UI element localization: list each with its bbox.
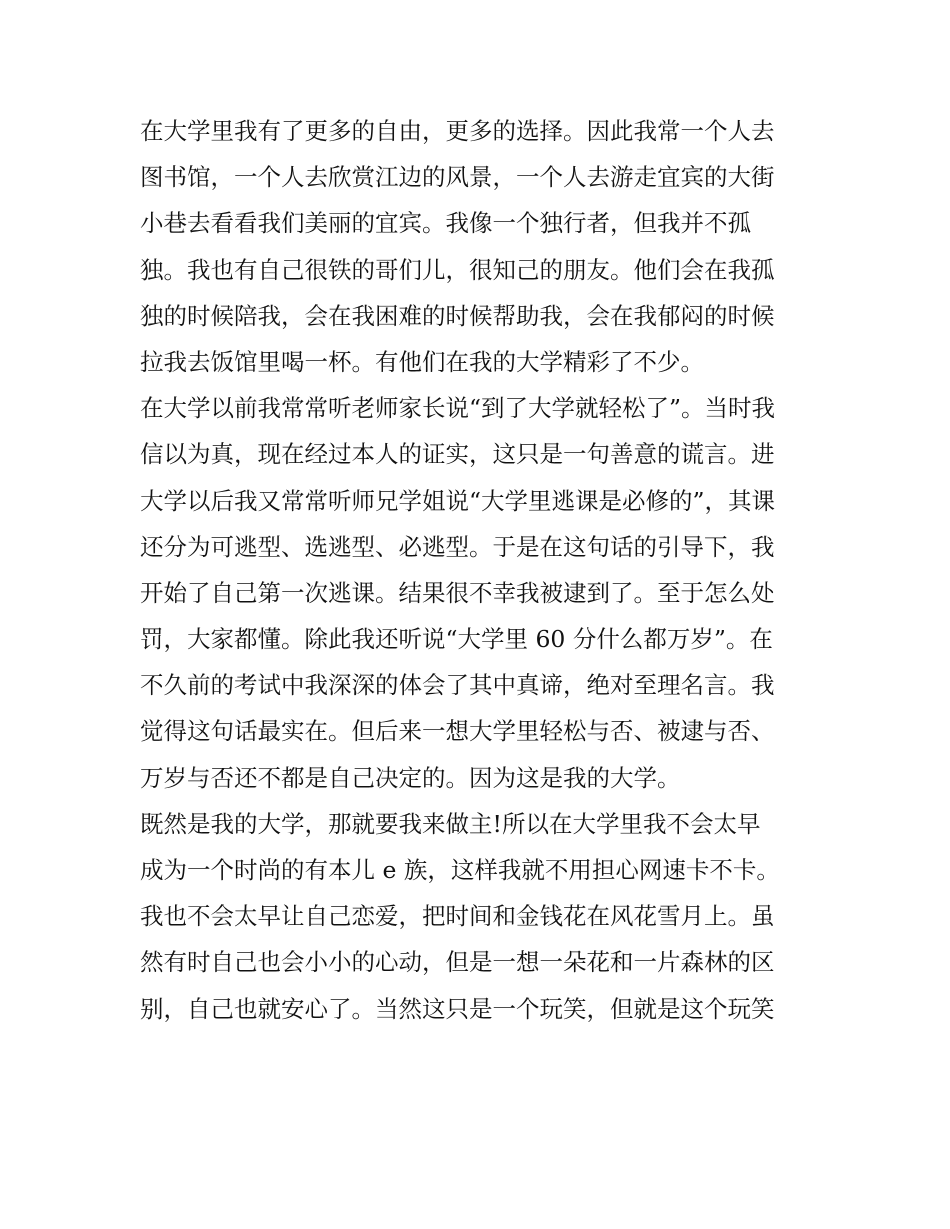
text-line: 既然是我的大学，那就要我来做主!所以在大学里我不会太早 — [140, 809, 761, 838]
text-line: 开始了自己第一次逃课。结果很不幸我被逮到了。至于怎么处 — [140, 578, 775, 607]
text-line: 拉我去饭馆里喝一杯。有他们在我的大学精彩了不少。 — [140, 347, 704, 376]
text-line: 我也不会太早让自己恋爱，把时间和金钱花在风花雪月上。虽 — [140, 902, 775, 931]
text-line: 图书馆，一个人去欣赏江边的风景，一个人去游走宜宾的大街 — [140, 163, 775, 192]
text-line: 然有时自己也会小小的心动，但是一想一朵花和一片森林的区 — [140, 948, 775, 977]
text-line: 独。我也有自己很铁的哥们儿，很知己的朋友。他们会在我孤 — [140, 255, 775, 284]
text-line: 别，自己也就安心了。当然这只是一个玩笑，但就是这个玩笑 — [140, 994, 775, 1023]
body-text — [140, 108, 820, 1032]
text-line: 独的时候陪我，会在我困难的时候帮助我，会在我郁闷的时候 — [140, 301, 775, 330]
text-line: 小巷去看看我们美丽的宜宾。我像一个独行者，但我并不孤 — [140, 209, 751, 238]
text-line: 还分为可逃型、选逃型、必逃型。于是在这句话的引导下，我 — [140, 532, 775, 561]
text-line: 信以为真，现在经过本人的证实，这只是一句善意的谎言。进 — [140, 440, 775, 469]
text-line: 大学以后我又常常听师兄学姐说“大学里逃课是必修的”，其课 — [140, 486, 776, 515]
text-line: 在大学以前我常常听老师家长说“到了大学就轻松了”。当时我 — [140, 394, 776, 423]
text-line: 成为一个时尚的有本儿 e 族，这样我就不用担心网速卡不卡。 — [140, 856, 780, 884]
text-line: 罚，大家都懂。除此我还听说“大学里 60 分什么都万岁”。在 — [140, 625, 773, 654]
text-line: 万岁与否还不都是自己决定的。因为这是我的大学。 — [140, 763, 681, 792]
text-line: 不久前的考试中我深深的体会了其中真谛，绝对至理名言。我 — [140, 671, 775, 700]
text-line: 在大学里我有了更多的自由，更多的选择。因此我常一个人去 — [140, 117, 775, 145]
text-line: 觉得这句话最实在。但后来一想大学里轻松与否、被逮与否、 — [140, 717, 775, 746]
